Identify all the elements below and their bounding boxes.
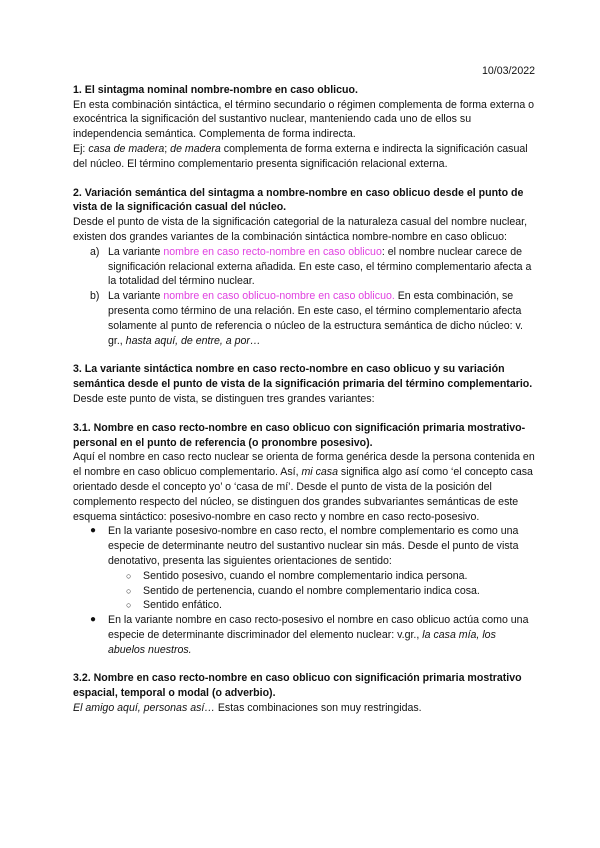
section-3-1-title: 3.1. Nombre en caso recto-nombre en caso oblicuo con significación primaria mostrativo-personal en el punto de referencia (o pronombre posesivo). [73, 421, 526, 449]
section-3-2-text: Estas combinaciones son muy restringidas. [214, 702, 422, 715]
document-page [73, 64, 535, 716]
section-2-list [73, 245, 535, 349]
sub-bullets [108, 569, 535, 613]
example-mi-casa: mi casa [301, 466, 338, 479]
section-3-2-title: 3.2. Nombre en caso recto-nombre en caso oblicuo con significación primaria mostrativo espacial, temporal o modal (o adverbio). [73, 672, 522, 700]
example-separator: ; [164, 142, 171, 155]
variant-recto-oblicuo: nombre en caso recto-nombre en caso oblicuo [163, 245, 382, 258]
section-3-2-paragraph [73, 701, 535, 716]
section-2-paragraph: Desde el punto de vista de la significación categorial de la naturaleza casual del nombre nuclear, existen dos grandes variantes de la combinación sintáctica nombre-nombre en caso oblicuo: [73, 216, 528, 243]
sub-bullet-1-text: Sentido posesivo, cuando el nombre complementario indica persona. [143, 569, 468, 582]
section-3-paragraph: Desde este punto de vista, se distinguen tres grandes variantes: [73, 392, 375, 405]
document-date: 10/03/2022 [481, 65, 535, 77]
sub-bullet-2-text: Sentido de pertenencia, cuando el nombre complementario indica cosa. [143, 584, 480, 597]
example-label: Ej: [73, 142, 89, 155]
list-item-b [73, 289, 535, 348]
section-3-2-examples: El amigo aquí, personas así… [73, 702, 215, 715]
list-item-b-prefix: La variante [108, 290, 164, 303]
list-item-a-prefix: La variante [108, 245, 164, 258]
circle-marker: ○ [126, 600, 132, 611]
section-2-title: 2. Variación semántica del sintagma a nombre-nombre en caso oblicuo desde el punto de vista de la significación casual del núcleo. [73, 186, 524, 214]
section-1-example [73, 142, 535, 172]
list-item-b-examples: hasta aquí, de entre, a por… [125, 334, 261, 347]
section-3-1-bullets [73, 524, 535, 657]
bullet-item-2 [73, 613, 535, 657]
example-term-1: casa de madera [88, 142, 165, 155]
section-1-title: 1. El sintagma nominal nombre-nombre en caso oblicuo. [73, 83, 358, 96]
section-3-1-paragraph [73, 450, 535, 524]
section-3-title: 3. La variante sintáctica nombre en caso recto-nombre en caso oblicuo y su variación semántica desde el punto de vista de la significación primaria del término complementario. [73, 363, 533, 391]
section-3-1-text-b: significa algo así como ‘el concepto casa orientado desde el concepto yo’ o ‘casa de mí’. Desde el punto de vista de la posición del complemento respecto del núcleo, se distinguen dos grandes subvariantes semánticas de este esquema sintáctico: posesivo-nombre en caso recto y nombre en caso recto-posesivo. [73, 466, 533, 523]
sub-bullet-3 [108, 598, 535, 613]
section-1-paragraph: En esta combinación sintáctica, el término secundario o régimen complementa de forma externa o exocéntrica la significación del sustantivo nuclear, manteniendo cada uno de ellos su independencia semántica. Complementa de forma indirecta. [73, 98, 535, 141]
bullet-item-1-text: En la variante posesivo-nombre en caso recto, el nombre complementario es como una especie de determinante neutro del sustantivo nuclear sin más. Desde el punto de vista denotativo, presenta las siguientes orientaciones de sentido: [108, 525, 519, 567]
bullet-marker: ● [90, 525, 97, 537]
variant-oblicuo-oblicuo: nombre en caso oblicuo-nombre en caso oblicuo. [163, 290, 395, 303]
example-term-2: de madera [170, 142, 221, 155]
list-item-a [73, 245, 535, 289]
list-item-b-text: En esta combinación, se presenta como término de una relación. En este caso, el término complementario afecta solamente al punto de referencia o núcleo de la estructura semántica de dicho núcleo: v. gr., [108, 290, 523, 347]
sub-bullet-1 [108, 569, 535, 584]
example-explanation: complementa de forma externa e indirecta la significación casual del núcleo. El término complementario presenta significación relacional externa. [73, 142, 528, 170]
circle-marker: ○ [126, 585, 132, 596]
bullet-item-2-examples: la casa mía, los abuelos nuestros. [108, 628, 496, 656]
bullet-item-1 [73, 524, 535, 613]
sub-bullet-2 [108, 584, 535, 599]
sub-bullet-3-text: Sentido enfático. [143, 599, 222, 612]
list-item-a-text: : el nombre nuclear carece de significación relacional externa añadida. En este caso, el término complementario afecta a la totalidad del término nuclear. [108, 245, 532, 288]
list-marker-a: a) [90, 245, 100, 258]
list-marker-b: b) [90, 290, 100, 303]
circle-marker: ○ [126, 570, 132, 581]
section-3-1-text-a: Aquí el nombre en caso recto nuclear se orienta de forma genérica desde la persona contenida en el nombre en caso oblicuo complementario. Así, [73, 451, 535, 479]
bullet-item-2-text: En la variante nombre en caso recto-posesivo el nombre en caso oblicuo actúa como una especie de determinante discriminador del elemento nuclear: v.gr., [108, 614, 529, 641]
bullet-marker: ● [90, 614, 97, 626]
